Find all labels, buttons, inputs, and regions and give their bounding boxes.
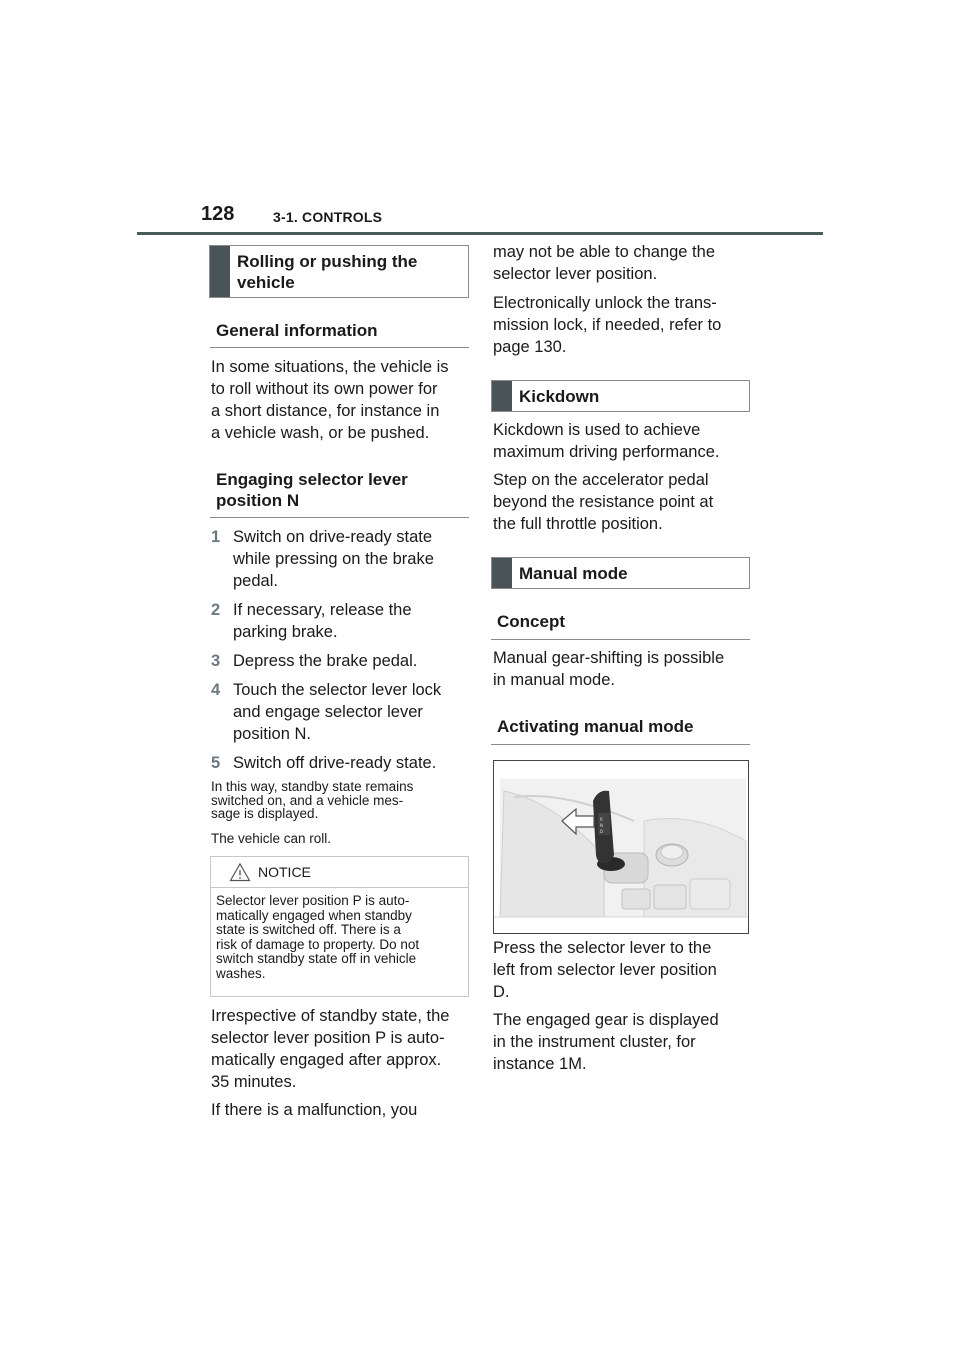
svg-text:R: R — [600, 817, 603, 822]
engaged-paragraph: The engaged gear is displayed in the instrument cluster, for instance 1M. — [493, 1011, 719, 1073]
heading-bar — [492, 558, 512, 588]
general-information-heading: General information — [210, 320, 469, 348]
step-on-paragraph: Step on the accelerator pedal beyond the resistance point at the full throttle position. — [493, 471, 714, 533]
warning-triangle-icon — [229, 862, 251, 882]
concept-heading: Concept — [491, 611, 750, 640]
notice-box — [210, 856, 469, 997]
manual-mode-heading-box — [491, 557, 750, 589]
manual-mode-heading: Manual mode — [519, 564, 628, 583]
kickdown-heading: Kickdown — [519, 387, 600, 406]
kickdown-paragraph: Kickdown is used to achieve maximum driving performance. — [493, 421, 720, 461]
continued-paragraph: may not be able to change the selector lever position. — [493, 243, 715, 283]
step-item: 3 Depress the brake pedal. — [211, 652, 418, 670]
step-item: 1 Switch on drive-ready state while pressing on the brake pedal. — [211, 528, 434, 590]
rolling-heading-box — [209, 245, 469, 298]
step-item: 5 Switch off drive-ready state. — [211, 754, 437, 772]
engaging-selector-heading: Engaging selector lever position N — [210, 469, 469, 518]
activating-manual-heading: Activating manual mode — [491, 716, 750, 745]
heading-bar — [492, 381, 512, 411]
press-paragraph: Press the selector lever to the left from selector lever position D. — [493, 939, 717, 1001]
page-number: 128 — [201, 203, 235, 225]
svg-text:N: N — [600, 823, 603, 828]
selector-lever-illustration — [494, 761, 749, 934]
can-roll-note: The vehicle can roll. — [211, 831, 332, 846]
notice-header — [211, 857, 468, 888]
malfunction-paragraph: If there is a malfunction, you — [211, 1101, 418, 1119]
concept-paragraph: Manual gear-shifting is possible in manual mode. — [493, 649, 725, 689]
kickdown-heading-box — [491, 380, 750, 412]
intro-paragraph: In some situations, the vehicle is to roll without its own power for a short distance, for instance in a vehicle wash, or be pushed. — [211, 358, 449, 442]
steps-list — [211, 526, 471, 781]
unlock-paragraph: Electronically unlock the trans- mission lock, if needed, refer to page 130. — [493, 294, 722, 356]
selector-lever-figure — [493, 760, 749, 934]
step-item: 4 Touch the selector lever lock and engage selector lever position N. — [211, 681, 442, 743]
heading-bar — [210, 246, 230, 297]
rolling-heading: Rolling or pushing the vehicle — [237, 252, 418, 292]
section-title: 3-1. CONTROLS — [273, 209, 383, 225]
notice-title: NOTICE — [258, 864, 311, 880]
notice-body: Selector lever position P is auto- matically engaged when standby state is switched off. There is a risk of damage to property. Do not switch standby state off in vehicle washes. — [216, 893, 420, 981]
step-item: 2 If necessary, release the parking brake. — [211, 601, 412, 641]
standby-note: In this way, standby state remains switched on, and a vehicle mes- sage is displayed. — [211, 779, 414, 821]
header-rule — [137, 232, 823, 235]
irrespective-paragraph: Irrespective of standby state, the selector lever position P is auto- matically engaged after approx. 35 minutes. — [211, 1007, 450, 1091]
svg-text:D: D — [600, 829, 604, 834]
